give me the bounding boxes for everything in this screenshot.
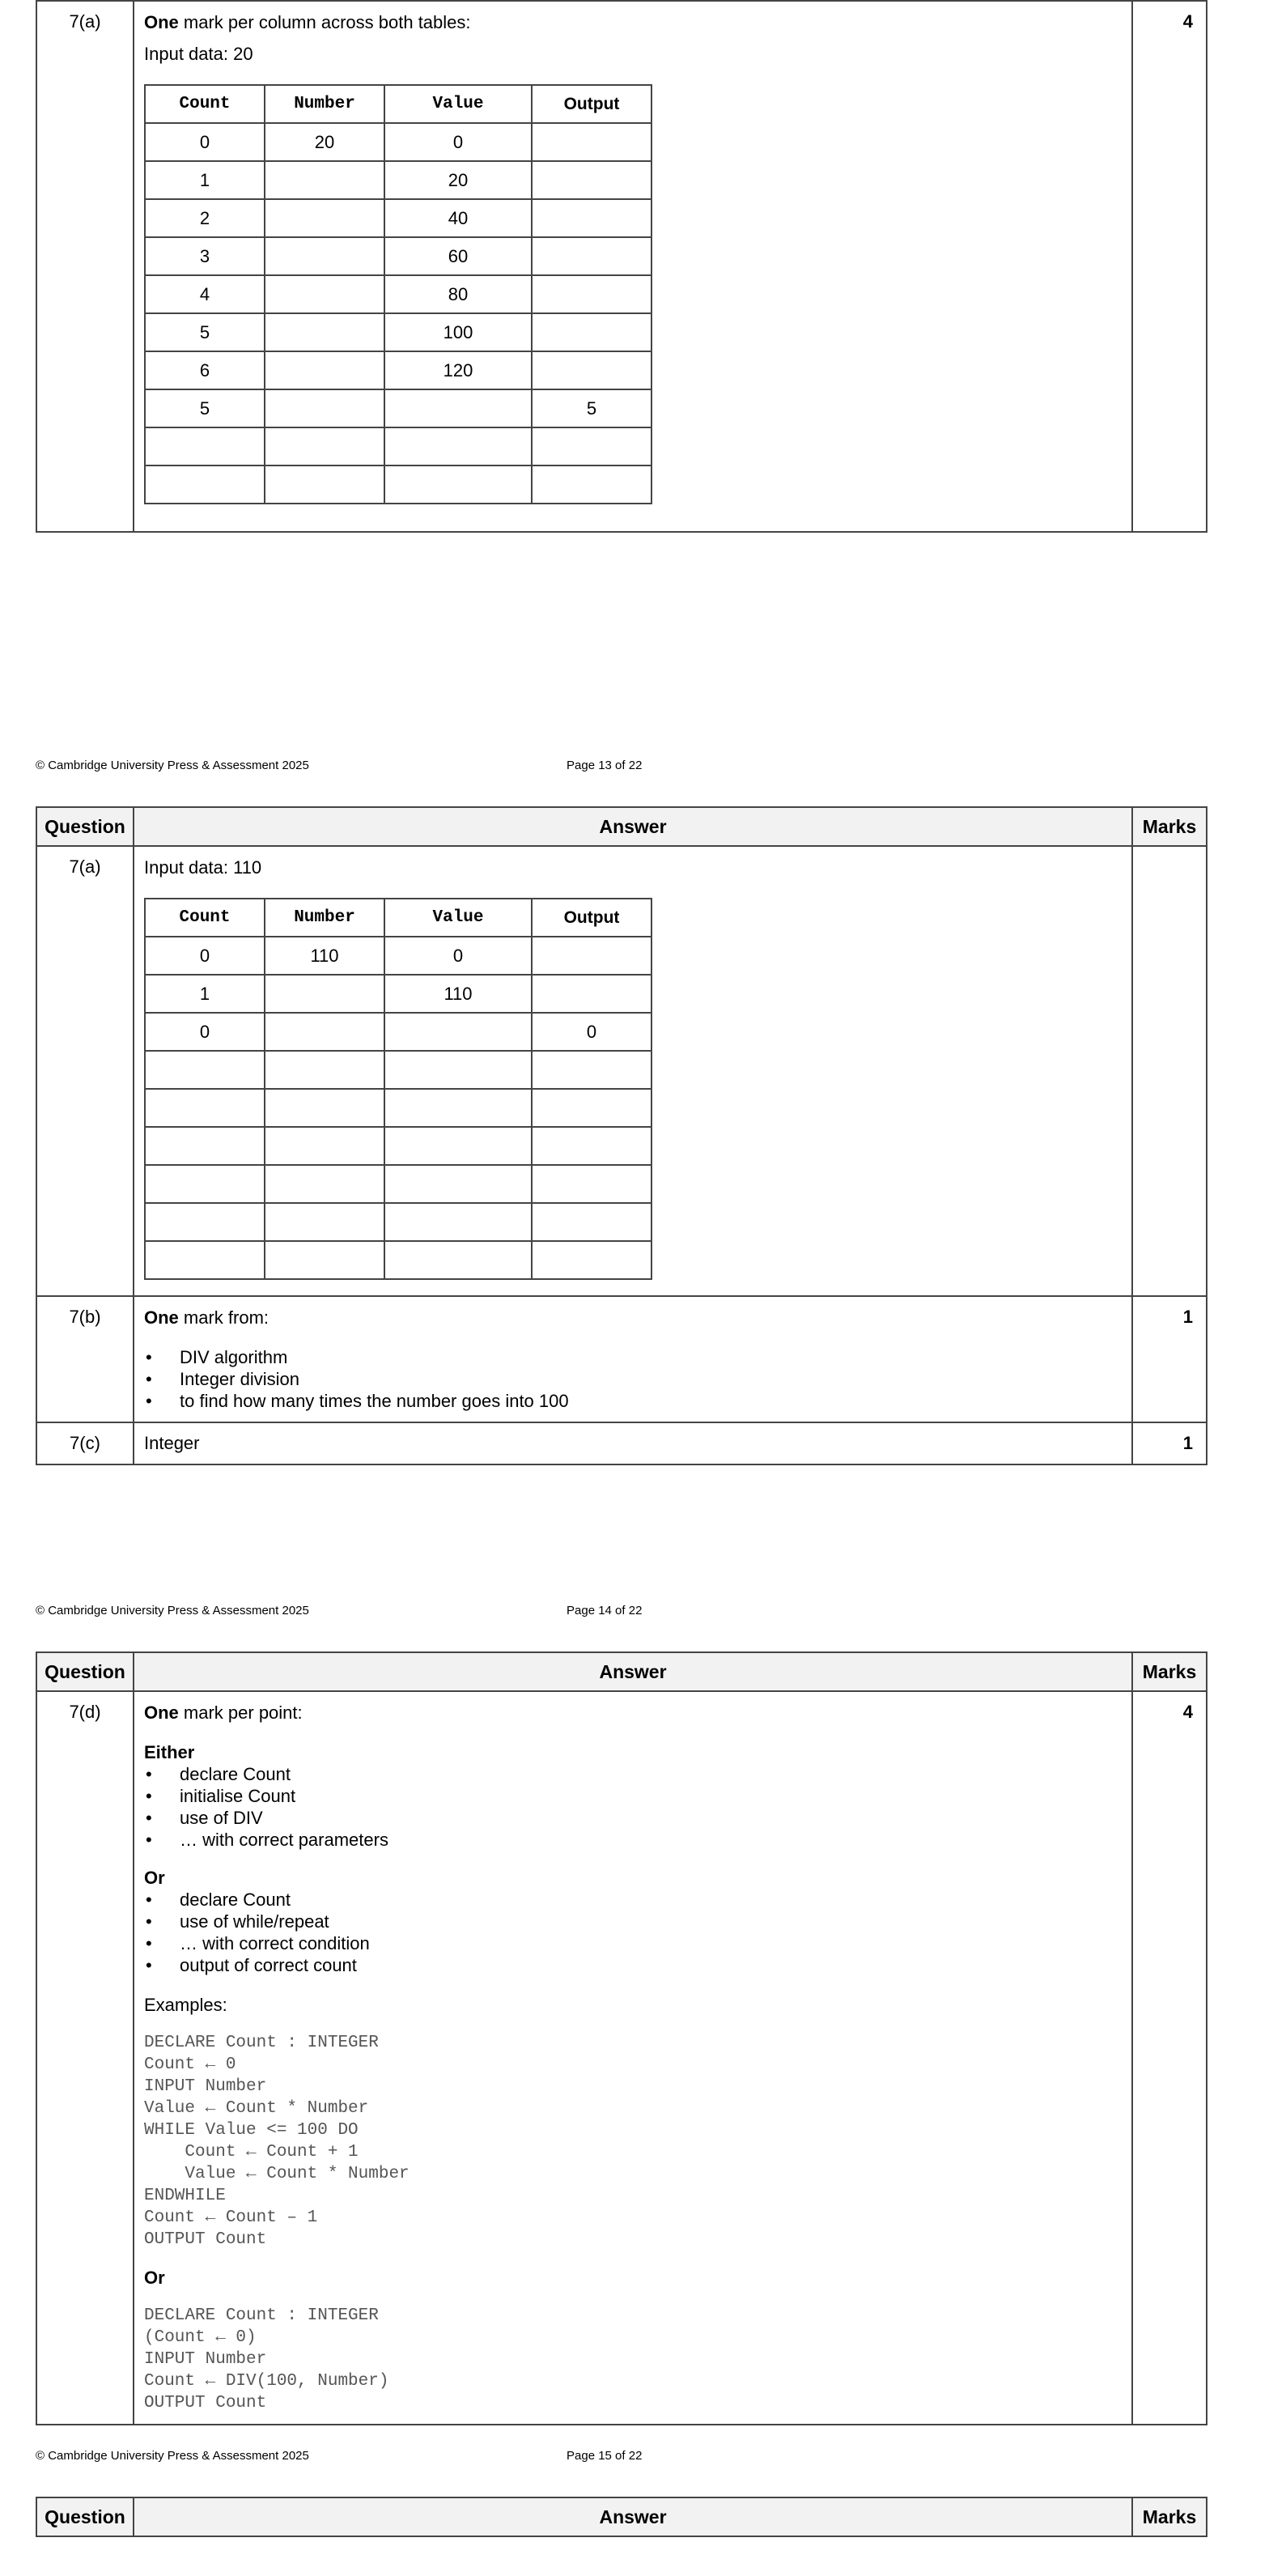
trace-cell xyxy=(384,389,532,427)
trace-cell: 20 xyxy=(384,161,532,199)
trace-cell xyxy=(384,1203,532,1241)
trace-cell: 0 xyxy=(384,937,532,975)
trace-cell xyxy=(532,199,651,237)
trace-cell xyxy=(265,351,384,389)
trace-row xyxy=(145,465,651,504)
trace-cell xyxy=(384,1089,532,1127)
answer-cell: One mark from: • DIV algorithm • Integer division • to find how many times the number goes into 100 xyxy=(134,1296,1132,1422)
trace-cell xyxy=(532,975,651,1013)
page-footer xyxy=(36,2449,1207,2465)
bullet-list xyxy=(144,1763,1122,1851)
trace-row xyxy=(145,975,651,1013)
mark-scheme-table-7a-part1 xyxy=(36,0,1207,533)
trace-cell: 120 xyxy=(384,351,532,389)
answer-cell xyxy=(134,846,1132,1296)
trace-cell xyxy=(384,1241,532,1279)
bullet-item: • use of DIV xyxy=(144,1807,1122,1829)
bullet-item: • use of while/repeat xyxy=(144,1911,1122,1932)
trace-row xyxy=(145,313,651,351)
code-example-1: DECLARE Count : INTEGER Count ← 0 INPUT Number Value ← Count * Number WHILE Value <= 100 DO Count ← Count + 1 Value ← Count * Number ENDWHILE Count ← Count – 1 OUTPUT Count xyxy=(144,2034,410,2249)
trace-header-count: Count xyxy=(145,85,265,123)
trace-cell: 5 xyxy=(145,313,265,351)
input-data-label: Input data: 110 xyxy=(144,857,262,878)
trace-cell xyxy=(265,1013,384,1051)
trace-cell xyxy=(265,161,384,199)
trace-row xyxy=(145,237,651,275)
trace-header-value: Value xyxy=(384,85,532,123)
trace-cell xyxy=(532,1089,651,1127)
bullet-item: • … with correct parameters xyxy=(144,1829,1122,1851)
input-data-label: Input data: 20 xyxy=(144,44,253,64)
bullet-item: • declare Count xyxy=(144,1763,1122,1785)
marks-value xyxy=(1132,846,1207,1296)
mark-scheme-table-page16 xyxy=(36,2497,1207,2537)
trace-row xyxy=(145,1241,651,1279)
trace-cell: 100 xyxy=(384,313,532,351)
trace-cell: 1 xyxy=(145,161,265,199)
trace-cell xyxy=(384,465,532,504)
trace-cell xyxy=(145,1241,265,1279)
trace-header-number: Number xyxy=(265,899,384,937)
copyright: © Cambridge University Press & Assessment 2025 xyxy=(36,1604,309,1617)
trace-cell xyxy=(145,1051,265,1089)
marks-value: 1 xyxy=(1132,1296,1207,1422)
marks-value: 4 xyxy=(1132,1,1207,532)
code-example-2: DECLARE Count : INTEGER (Count ← 0) INPUT Number Count ← DIV(100, Number) OUTPUT Count xyxy=(144,2306,389,2412)
trace-cell xyxy=(532,465,651,504)
trace-cell xyxy=(532,1241,651,1279)
copyright: © Cambridge University Press & Assessment 2025 xyxy=(36,759,309,772)
trace-cell: 2 xyxy=(145,199,265,237)
trace-row xyxy=(145,275,651,313)
trace-cell: 5 xyxy=(145,389,265,427)
header-marks: Marks xyxy=(1132,807,1207,846)
header-question: Question xyxy=(36,807,134,846)
trace-cell xyxy=(265,313,384,351)
bullet-item: • DIV algorithm xyxy=(144,1346,1122,1368)
trace-header-count: Count xyxy=(145,899,265,937)
page-footer xyxy=(36,1604,1207,1620)
trace-cell xyxy=(265,975,384,1013)
examples-label: Examples: xyxy=(144,1995,227,2015)
trace-cell: 40 xyxy=(384,199,532,237)
trace-row xyxy=(145,161,651,199)
trace-row xyxy=(145,351,651,389)
trace-cell xyxy=(532,313,651,351)
bullet-list xyxy=(144,1346,1122,1412)
mark-scheme-table-page15 xyxy=(36,1651,1207,2425)
header-answer: Answer xyxy=(134,1652,1132,1691)
answer-cell: One mark per point: Either • declare Count • initialise Count • use of DIV • … with correct parameters Or • declare Count • use of while/repeat • … with correct condition • output of correct count Examples: DECLARE Count : INTEGER Count ← 0 INPUT Number Value ← Count * Number WHILE Value <= 100 DO Count ← Count + 1 Value ← Count * Number ENDWHILE Count ← Count – 1 OUTPUT Count Or DECLARE Count : INTEGER (Count ← 0) INPUT Number Count ← DIV(100, Number) OUTPUT Count xyxy=(134,1691,1132,2425)
trace-cell: 5 xyxy=(532,389,651,427)
trace-cell xyxy=(532,237,651,275)
trace-header-value: Value xyxy=(384,899,532,937)
marks-value: 1 xyxy=(1132,1422,1207,1464)
trace-cell xyxy=(265,1089,384,1127)
trace-row xyxy=(145,1203,651,1241)
page-number: Page 14 of 22 xyxy=(567,1604,643,1617)
trace-cell xyxy=(532,937,651,975)
trace-cell: 80 xyxy=(384,275,532,313)
trace-cell xyxy=(265,1241,384,1279)
trace-cell xyxy=(532,1051,651,1089)
trace-cell xyxy=(145,1165,265,1203)
trace-cell: 0 xyxy=(145,123,265,161)
copyright: © Cambridge University Press & Assessment 2025 xyxy=(36,2449,309,2463)
trace-cell: 0 xyxy=(384,123,532,161)
either-label: Either xyxy=(144,1742,195,1762)
bullet-item: • to find how many times the number goes into 100 xyxy=(144,1390,1122,1412)
trace-header-output: Output xyxy=(532,85,651,123)
trace-row xyxy=(145,123,651,161)
trace-cell: 0 xyxy=(145,937,265,975)
trace-cell: 1 xyxy=(145,975,265,1013)
trace-row xyxy=(145,1127,651,1165)
trace-cell xyxy=(532,1127,651,1165)
trace-cell xyxy=(384,1013,532,1051)
trace-row xyxy=(145,1013,651,1051)
trace-cell xyxy=(265,275,384,313)
bullet-item: • Integer division xyxy=(144,1368,1122,1390)
answer-cell: One mark per column across both tables: Input data: 20 Count Number Value Output 0 20 0 1 20 2 40 3 60 4 80 5 100 6 120 5 5 xyxy=(134,1,1132,532)
trace-cell: 60 xyxy=(384,237,532,275)
bullet-item: • declare Count xyxy=(144,1889,1122,1911)
trace-cell: 3 xyxy=(145,237,265,275)
question-number: 7(a) xyxy=(36,846,134,1296)
marks-value: 4 xyxy=(1132,1691,1207,2425)
trace-cell xyxy=(265,199,384,237)
trace-cell xyxy=(265,1051,384,1089)
trace-cell xyxy=(532,351,651,389)
or-label: Or xyxy=(144,2268,165,2288)
trace-cell xyxy=(532,161,651,199)
trace-cell xyxy=(532,123,651,161)
trace-cell: 20 xyxy=(265,123,384,161)
trace-row xyxy=(145,1165,651,1203)
trace-cell xyxy=(145,1127,265,1165)
trace-cell xyxy=(265,389,384,427)
or-label: Or xyxy=(144,1868,165,1888)
header-question: Question xyxy=(36,2497,134,2536)
header-answer: Answer xyxy=(134,2497,1132,2536)
bullet-item: • output of correct count xyxy=(144,1954,1122,1976)
bullet-item: • … with correct condition xyxy=(144,1932,1122,1954)
header-question: Question xyxy=(36,1652,134,1691)
trace-cell xyxy=(145,427,265,465)
trace-cell xyxy=(384,1051,532,1089)
trace-cell xyxy=(265,427,384,465)
header-marks: Marks xyxy=(1132,1652,1207,1691)
trace-cell xyxy=(265,1203,384,1241)
trace-cell xyxy=(384,1127,532,1165)
trace-cell xyxy=(145,1089,265,1127)
answer-cell: Integer xyxy=(134,1422,1132,1464)
question-number: 7(b) xyxy=(36,1296,134,1422)
header-answer: Answer xyxy=(134,807,1132,846)
trace-header-number: Number xyxy=(265,85,384,123)
trace-cell xyxy=(532,1165,651,1203)
trace-cell xyxy=(265,237,384,275)
trace-cell xyxy=(265,1127,384,1165)
trace-row xyxy=(145,1051,651,1089)
header-marks: Marks xyxy=(1132,2497,1207,2536)
trace-cell xyxy=(384,427,532,465)
trace-table xyxy=(144,84,652,504)
bullet-list xyxy=(144,1889,1122,1976)
page-number: Page 13 of 22 xyxy=(567,759,643,772)
trace-row xyxy=(145,427,651,465)
trace-table xyxy=(144,898,652,1280)
question-number: 7(d) xyxy=(36,1691,134,2425)
trace-cell: 110 xyxy=(265,937,384,975)
trace-cell: 110 xyxy=(384,975,532,1013)
trace-cell xyxy=(145,1203,265,1241)
bullet-item: • initialise Count xyxy=(144,1785,1122,1807)
question-number: 7(a) xyxy=(36,1,134,532)
trace-cell xyxy=(532,1203,651,1241)
trace-cell xyxy=(532,275,651,313)
page-number: Page 15 of 22 xyxy=(567,2449,643,2463)
trace-header-output: Output xyxy=(532,899,651,937)
trace-cell: 0 xyxy=(145,1013,265,1051)
page-footer xyxy=(36,759,1207,775)
trace-cell xyxy=(145,465,265,504)
trace-row xyxy=(145,1089,651,1127)
trace-row xyxy=(145,937,651,975)
trace-cell: 4 xyxy=(145,275,265,313)
trace-row xyxy=(145,389,651,427)
trace-cell xyxy=(265,465,384,504)
mark-scheme-table-page14 xyxy=(36,806,1207,1465)
trace-cell xyxy=(265,1165,384,1203)
trace-cell: 0 xyxy=(532,1013,651,1051)
question-number: 7(c) xyxy=(36,1422,134,1464)
trace-row xyxy=(145,199,651,237)
trace-cell xyxy=(532,427,651,465)
trace-cell: 6 xyxy=(145,351,265,389)
trace-cell xyxy=(384,1165,532,1203)
